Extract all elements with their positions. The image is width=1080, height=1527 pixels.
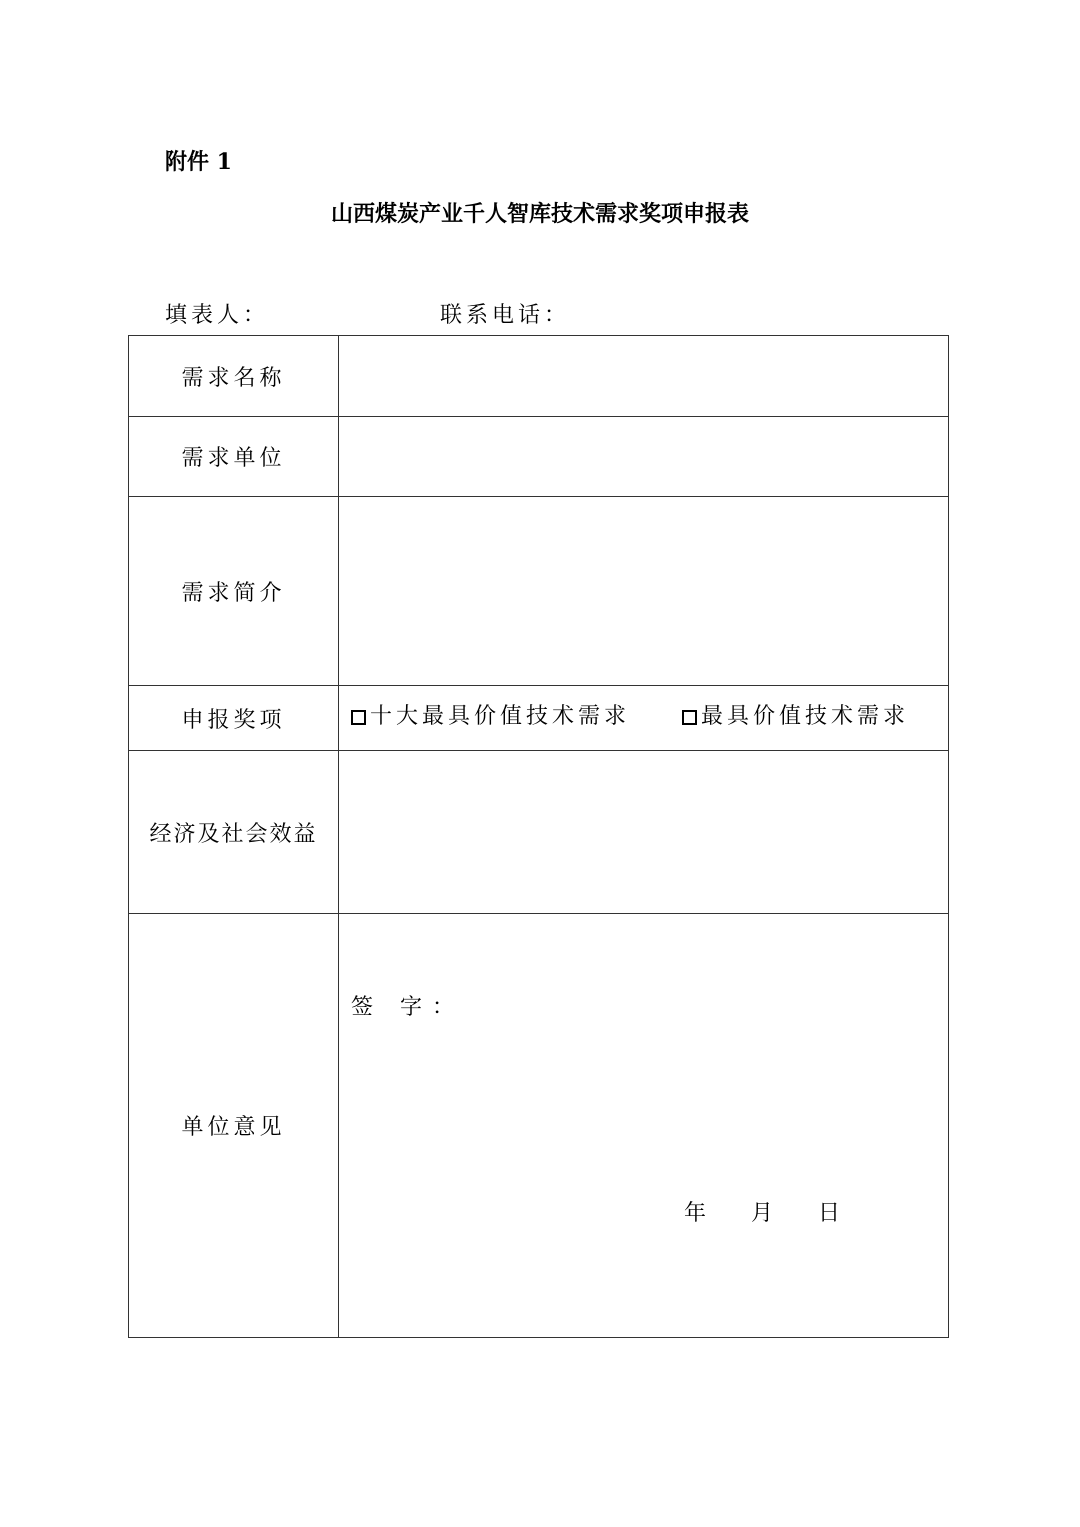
date-line [684, 1200, 844, 1228]
row-benefits [129, 751, 949, 914]
month-label: 月 [751, 1201, 778, 1226]
award-options [339, 686, 948, 750]
demand-name-field[interactable] [339, 336, 949, 417]
checkbox-icon[interactable] [682, 710, 697, 725]
demand-intro-field[interactable] [339, 497, 949, 686]
demand-unit-label: 需求单位 [129, 417, 339, 497]
filler-label: 填表人： [165, 303, 270, 328]
award-option-label: 最具价值技术需求 [701, 704, 910, 729]
benefits-field[interactable] [339, 751, 949, 914]
row-unit-opinion [129, 914, 949, 1338]
unit-opinion-field[interactable] [339, 914, 949, 1338]
signature-label: 签 字： [351, 995, 464, 1020]
row-demand-name [129, 336, 949, 417]
award-options-cell [339, 686, 949, 751]
demand-unit-field[interactable] [339, 417, 949, 497]
award-label: 申报奖项 [129, 686, 339, 751]
checkbox-icon[interactable] [351, 710, 366, 725]
row-demand-unit [129, 417, 949, 497]
phone-label: 联系电话： [440, 303, 571, 328]
form-title: 山西煤炭产业千人智库技术需求奖项申报表 [330, 201, 749, 227]
year-label: 年 [684, 1201, 711, 1226]
demand-name-label: 需求名称 [129, 336, 339, 417]
attachment-label: 附件 1 [165, 149, 232, 175]
unit-opinion-label: 单位意见 [129, 914, 339, 1338]
benefits-label: 经济及社会效益 [129, 751, 339, 914]
award-option-top-ten[interactable] [351, 703, 630, 731]
day-label: 日 [818, 1201, 845, 1226]
demand-intro-label: 需求简介 [129, 497, 339, 686]
application-form-table [128, 335, 949, 1338]
award-option-label: 十大最具价值技术需求 [370, 704, 631, 729]
row-award [129, 686, 949, 751]
award-option-most-valuable[interactable] [682, 703, 909, 731]
row-demand-intro [129, 497, 949, 686]
